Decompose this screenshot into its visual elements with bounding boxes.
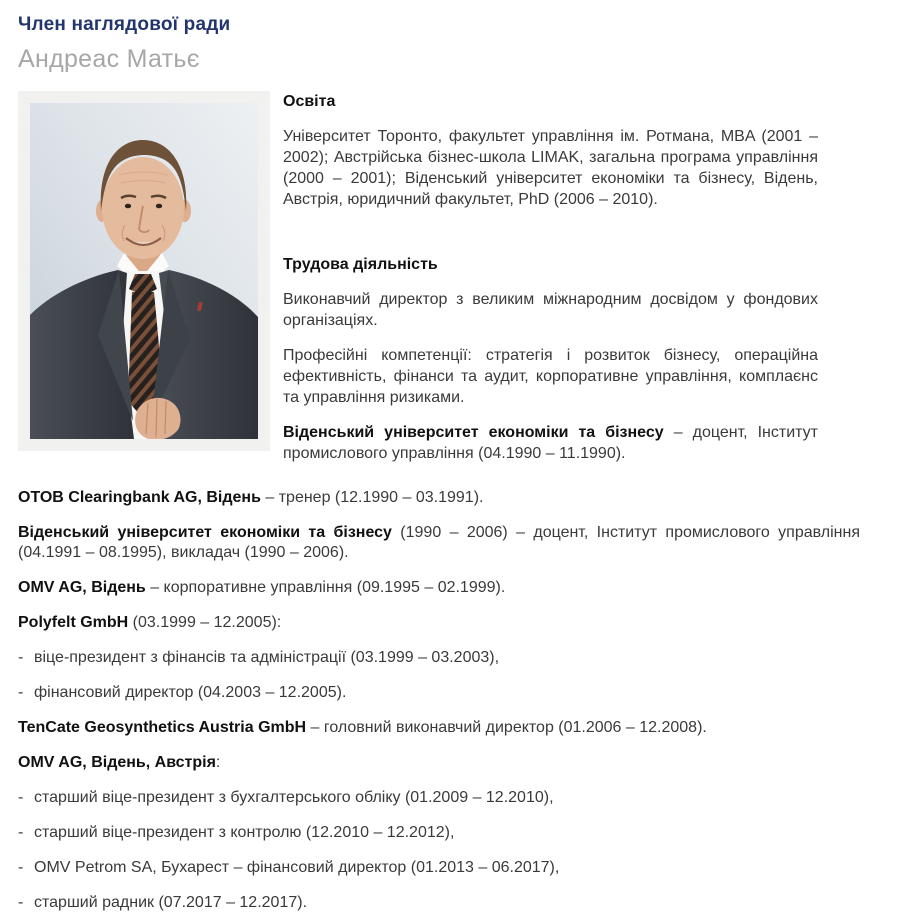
work-competencies-paragraph: Професійні компетенції: стратегія і розвиток бізнесу, операційна ефективність, фінанси та аудит, корпоративне управління, комплаєнс та управління ризиками. — [283, 347, 818, 406]
work-entry-detail: (1990 – 2006) – доцент, Інститут промислового управління (04.1991 – 08.1995), викладач (1990 – 2006). — [18, 524, 860, 561]
work-entry-detail: – корпоративне управління (09.1995 – 02.1999). — [145, 579, 506, 596]
work-entry-org: Віденський університет економіки та бізнесу — [283, 424, 664, 441]
list-dash: - — [18, 824, 24, 841]
work-list-item — [18, 823, 860, 843]
work-list-item-text: старший радник (07.2017 – 12.2017). — [34, 894, 308, 911]
list-dash: - — [18, 859, 24, 876]
work-list-item — [18, 858, 860, 878]
work-entry-org: Polyfelt GmbH — [18, 614, 129, 631]
work-list-item — [18, 893, 860, 913]
education-heading: Освіта — [283, 93, 336, 110]
page-title: Член наглядової ради — [18, 14, 231, 35]
profile-row — [18, 91, 919, 478]
work-entry — [18, 488, 860, 508]
portrait-illustration — [30, 103, 258, 439]
person-name: Андреас Матьє — [18, 45, 200, 73]
list-dash: - — [18, 894, 24, 911]
work-entry-detail: – тренер (12.1990 – 03.1991). — [260, 489, 484, 506]
work-entry-org: ОТОВ Clearingbank AG, Відень — [18, 489, 261, 506]
work-entry-detail: – головний виконавчий директор (01.2006 – 12.2008). — [306, 719, 707, 736]
work-entry — [18, 578, 860, 598]
work-heading: Трудова діяльність — [283, 256, 438, 273]
work-entry — [283, 422, 818, 464]
work-list-item — [18, 683, 860, 703]
work-list-item — [18, 788, 860, 808]
work-entry-detail: : — [215, 754, 221, 771]
work-list-item-text: старший віце-президент з контролю (12.2010 – 12.2012), — [34, 824, 455, 841]
education-paragraph: Університет Торонто, факультет управління ім. Ротмана, MBA (2001 – 2002); Австрійська бізнес-школа LIMAK, загальна програма управління (2000 – 2001); Віденський університет економіки та бізнесу, Відень, Австрія, юридичний факультет, PhD (2006 – 2010). — [283, 128, 818, 208]
work-entry-detail: – доцент, Інститут промислового управління (04.1990 – 11.1990). — [283, 424, 818, 462]
list-dash: - — [18, 789, 24, 806]
portrait-photo — [18, 91, 270, 451]
work-entry-org: OMV AG, Відень — [18, 579, 146, 596]
work-list-item-text: фінансовий директор (04.2003 – 12.2005). — [34, 684, 347, 701]
work-intro-paragraph: Виконавчий директор з великим міжнародним досвідом у фондових організаціях. — [283, 291, 818, 329]
work-entry-detail: (03.1999 – 12.2005): — [128, 614, 282, 631]
work-entry — [18, 718, 860, 738]
work-entries — [18, 488, 860, 913]
list-dash: - — [18, 684, 24, 701]
work-list-item-text: OMV Petrom SA, Бухарест – фінансовий директор (01.2013 – 06.2017), — [34, 859, 560, 876]
work-entry — [18, 523, 860, 563]
work-entry — [18, 613, 860, 633]
bio-column — [283, 91, 818, 478]
work-list-item-text: віце-президент з фінансів та адміністрації (03.1999 – 03.2003), — [34, 649, 500, 666]
list-dash: - — [18, 649, 24, 666]
work-entry-org: TenCate Geosynthetics Austria GmbH — [18, 719, 307, 736]
work-entry — [18, 753, 860, 773]
work-entry-org: OMV AG, Відень, Австрія — [18, 754, 216, 771]
work-entry-org: Віденський університет економіки та бізнесу — [18, 524, 392, 541]
work-list-item-text: старший віце-президент з бухгалтерського обліку (01.2009 – 12.2010), — [34, 789, 554, 806]
work-list-item — [18, 648, 860, 668]
